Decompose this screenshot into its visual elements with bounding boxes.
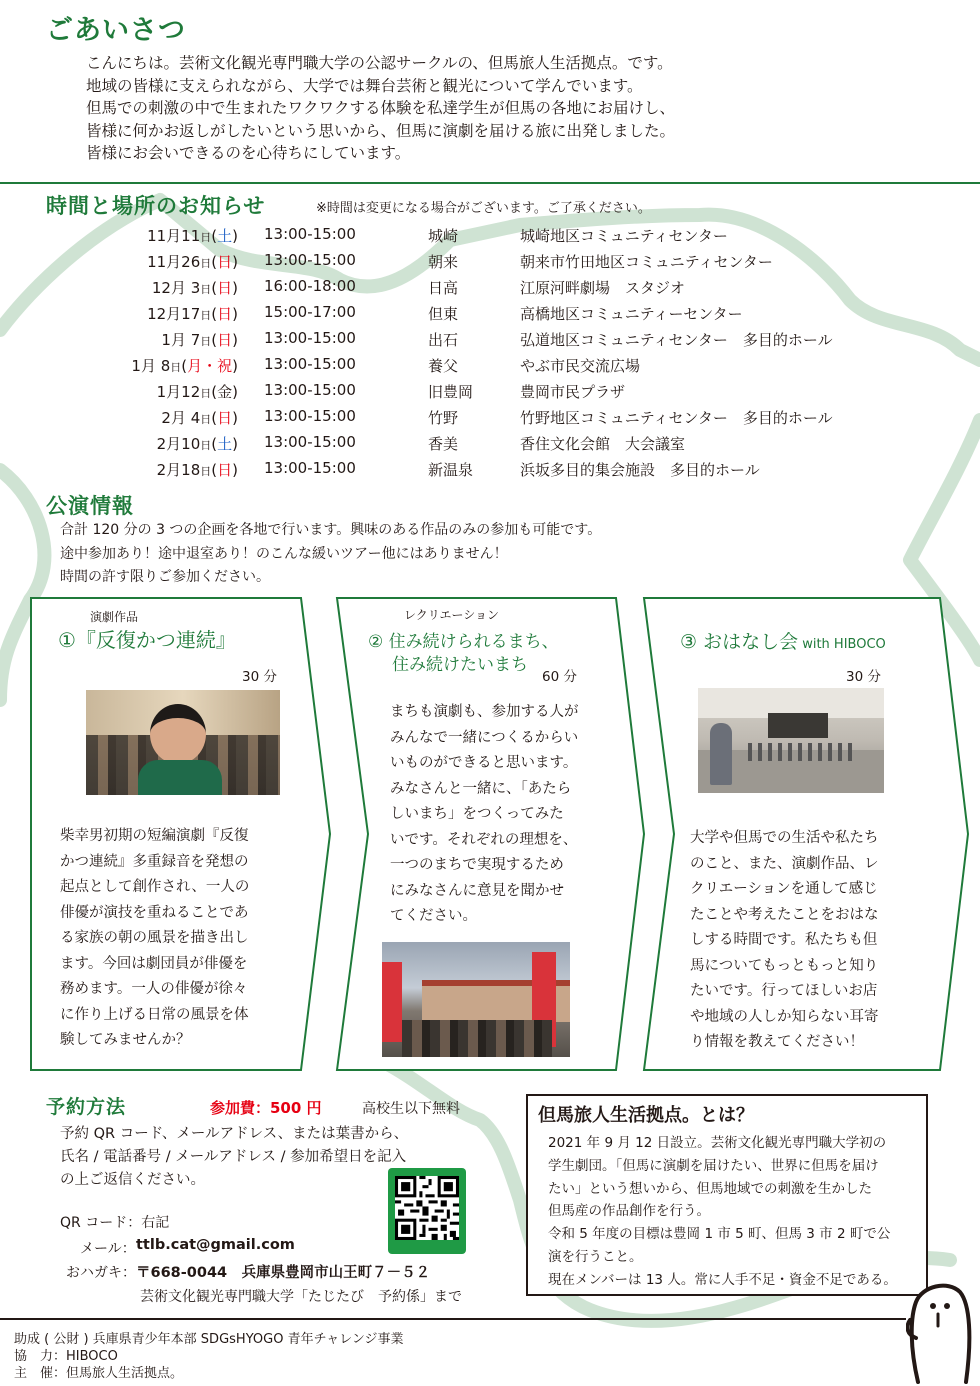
post-recipient: 芸術文化観光専門職大学「たじたび 予約係」まで [140, 1289, 462, 1305]
schedule-date-value: 12月 3 [151, 279, 201, 297]
schedule-paren-open: ( [211, 253, 218, 271]
credits [14, 1331, 404, 1382]
schedule-paren-close: ) [232, 253, 238, 271]
qr-code-icon [395, 1176, 459, 1240]
card-1-text [60, 824, 249, 1054]
card-text-line: クリエーションを通して感じ [690, 881, 878, 897]
reservation-text [60, 1123, 408, 1192]
schedule-date-value: 2月18 [156, 461, 201, 479]
card-text-line: に作り上げる日常の風景を体 [60, 1006, 249, 1023]
card-text-line: 一つのまちで実現するため [390, 857, 564, 873]
schedule-venue: 弘道地区コミュニティセンター 多目的ホール [520, 331, 833, 349]
schedule-area: 出石 [428, 331, 459, 349]
schedule-day-unit: 日 [170, 361, 182, 374]
card-3-photo [698, 688, 884, 793]
schedule-paren-close: ) [232, 305, 238, 323]
card-text-line: 馬についてもっともっと知り [690, 957, 879, 974]
schedule-weekday: 日 [217, 253, 233, 271]
card-text-line: てください。 [390, 908, 477, 924]
credit-line: 主 催：但馬旅人生活拠点。 [14, 1366, 184, 1381]
card-1-title: ①『反復かつ連続』 [58, 628, 236, 652]
credit-line: 協 力：HIBOCO [14, 1349, 118, 1364]
schedule-weekday: 日 [217, 305, 233, 323]
schedule-time: 15:00-17:00 [264, 303, 356, 321]
mascot-character-icon [906, 1278, 978, 1384]
performance-line: 合計 120 分の 3 つの企画を各地で行います。興味のある作品のみの参加も可能です。 [60, 522, 602, 538]
card-text-line: みんなで一緒につくるからい [390, 729, 579, 746]
card-text-line: にみなさんに意見を聞かせ [390, 882, 564, 899]
card-3-title-suffix: with HIBOCO [798, 637, 886, 652]
card-text-line: のこと、また、演劇作品、レ [690, 855, 879, 872]
schedule-venue: やぶ市民交流広場 [520, 357, 641, 375]
photo-person-head [150, 704, 206, 764]
greeting-line: こんにちは。芸術文化観光専門職大学の公認サークルの、但馬旅人生活拠点。です。 [86, 54, 673, 72]
schedule-area: 旧豊岡 [428, 383, 474, 401]
about-line: 学生劇団。「但馬に演劇を届けたい、世界に但馬を届け [548, 1157, 879, 1174]
schedule-time: 13:00-15:00 [264, 355, 356, 373]
schedule-weekday: 土 [217, 227, 233, 245]
schedule-paren-open: ( [211, 409, 218, 427]
schedule-venue: 江原河畔劇場 スタジオ [520, 279, 686, 297]
about-line: たい」という想いから、但馬地域での刺激を生かした [548, 1180, 872, 1197]
schedule-paren-open: ( [211, 227, 218, 245]
schedule-date-value: 11月11 [147, 227, 201, 245]
schedule-area: 新温泉 [428, 461, 474, 479]
photo-person-body [138, 760, 222, 795]
card-text-line: みなさんと一緒に、「あたら [390, 780, 572, 797]
schedule-paren-close: ) [232, 357, 238, 375]
about-line: 現在メンバーは 13 人。常に人手不足・資金不足である。 [548, 1271, 897, 1288]
schedule-venue: 香住文化会館 大会議室 [520, 435, 686, 453]
performance-line: 途中参加あり！途中退室あり！のこんな緩いツアー他にはありません！ [60, 545, 508, 562]
schedule-venue: 朝来市竹田地区コミュニティセンター [520, 253, 773, 271]
reservation-fee: 参加費：500 円 [210, 1099, 322, 1117]
schedule-paren-open: ( [211, 435, 218, 453]
schedule-paren-close: ) [232, 383, 238, 401]
schedule-date-value: 11月26 [147, 253, 201, 271]
schedule-date-value: 1月12 [156, 383, 201, 401]
schedule-time: 13:00-15:00 [264, 329, 356, 347]
schedule-venue: 豊岡市民プラザ [520, 383, 626, 401]
schedule-time: 16:00-18:00 [264, 277, 356, 295]
schedule-day-unit: 日 [200, 439, 212, 452]
reservation-title: 予約方法 [46, 1096, 127, 1118]
card-text-line: かつ連続』多重録音を発想の [60, 853, 249, 870]
reservation-line: 予約 QR コード、メールアドレス、または葉書から、 [60, 1126, 409, 1142]
card-text-line: 起点として創作され、一人の [60, 879, 250, 895]
card-1-category: 演劇作品 [90, 610, 139, 624]
card-text-line: いものができると思います。 [390, 755, 578, 771]
about-title: 但馬旅人生活拠点。とは？ [538, 1105, 754, 1126]
schedule-time: 13:00-15:00 [264, 459, 356, 477]
schedule-area: 養父 [428, 357, 459, 375]
post-address: 〒668-0044 兵庫県豊岡市山王町７－５２ [136, 1265, 431, 1281]
schedule-paren-close: ) [232, 435, 238, 453]
card-text-line: いです。それぞれの理想を、 [390, 831, 578, 848]
schedule-area: 城崎 [428, 227, 459, 245]
card-text-line: 大学や但馬での生活や私たち [690, 830, 879, 846]
schedule-date-value: 1月 8 [131, 357, 171, 375]
card-2-text [390, 700, 579, 930]
schedule-time: 13:00-15:00 [264, 225, 356, 243]
schedule-time: 13:00-15:00 [264, 251, 356, 269]
schedule-area: 日高 [428, 279, 459, 297]
card-3-duration: 30 分 [846, 669, 881, 685]
schedule-area: 朝来 [428, 253, 459, 271]
schedule-weekday: 月・祝 [187, 357, 233, 375]
mail-label: メール： [80, 1241, 136, 1257]
card-text-line: 柴幸男初期の短編演劇『反復 [60, 828, 249, 844]
card-1-duration: 30 分 [242, 669, 277, 685]
card-text-line: しいまち」をつくってみた [390, 806, 564, 822]
reservation-qr-code[interactable] [388, 1168, 466, 1254]
schedule-area: 竹野 [428, 409, 459, 427]
card-text-line: ます。今回は劇団員が俳優を [60, 955, 248, 972]
schedule-paren-open: ( [211, 331, 218, 349]
schedule-paren-open: ( [211, 461, 218, 479]
schedule-paren-open: ( [211, 383, 218, 401]
performance-title: 公演情報 [46, 494, 134, 518]
card-text-line: 験してみませんか？ [60, 1032, 191, 1048]
card-2-duration: 60 分 [542, 669, 577, 685]
schedule-weekday: 日 [217, 409, 233, 427]
footer-divider [0, 1318, 906, 1320]
performance-line: 時間の許す限りご参加ください。 [60, 569, 270, 585]
card-text-line: り情報を教えてください！ [690, 1034, 864, 1050]
photo-crowd [402, 1020, 552, 1057]
greeting-line: 地域の皆様に支えられながら、大学では舞台芸術と観光について学んでいます。 [86, 76, 643, 95]
greeting-line: 皆様にお会いできるのを心待ちにしています。 [86, 144, 411, 162]
schedule-date-value: 2月10 [156, 435, 201, 453]
about-text [548, 1132, 897, 1292]
card-2-photo [382, 942, 570, 1057]
photo-banner [382, 962, 402, 1042]
card-text-line: 俳優が演技を重ねることであ [60, 904, 249, 921]
schedule-note: ※時間は変更になる場合がございます。ご了承ください。 [316, 201, 651, 216]
schedule-paren-close: ) [232, 461, 238, 479]
photo-person [710, 723, 732, 785]
photo-screen [768, 713, 828, 738]
card-2-title: ② 住み続けられるまち、 [368, 632, 559, 652]
schedule-paren-open: ( [211, 305, 218, 323]
card-3-text [690, 826, 879, 1056]
schedule-weekday: 日 [217, 461, 233, 479]
schedule-weekday: 金 [217, 383, 233, 401]
schedule-paren-open: ( [211, 279, 218, 297]
schedule-day-unit: 日 [200, 309, 212, 322]
about-line: 但馬産の作品創作を行う。 [548, 1203, 710, 1220]
schedule-day-unit: 日 [200, 257, 212, 270]
schedule-time: 13:00-15:00 [264, 433, 356, 451]
card-3-title [680, 627, 886, 654]
schedule-venue: 竹野地区コミュニティセンター 多目的ホール [520, 409, 833, 427]
card-1-photo [86, 690, 280, 795]
credit-line: 助成 ( 公財 ) 兵庫県青少年本部 SDGsHYOGO 青年チャレンジ事業 [14, 1332, 404, 1347]
photo-chairs [748, 743, 858, 761]
schedule-venue: 浜坂多目的集会施設 多目的ホール [520, 461, 760, 479]
post-label: おハガキ： [66, 1265, 136, 1281]
schedule-area: 但東 [428, 305, 459, 323]
schedule-day-unit: 日 [200, 413, 212, 426]
schedule-paren-close: ) [232, 409, 238, 427]
about-line: 令和 5 年度の目標は豊岡 1 市 5 町、但馬 3 市 2 町で公 [548, 1226, 891, 1243]
schedule-paren-close: ) [232, 279, 238, 297]
schedule-title: 時間と場所のお知らせ [46, 194, 266, 218]
schedule-weekday: 日 [217, 279, 233, 297]
schedule-weekday: 日 [217, 331, 233, 349]
card-text-line: たことや考えたことをおはな [690, 906, 879, 923]
greeting-line: 但馬での刺激の中で生まれたワクワクする体験を私達学生が但馬の各地にお届けし、 [86, 99, 676, 117]
schedule-date-value: 1月 7 [161, 331, 201, 349]
qr-code-label: QR コード：右記 [60, 1215, 170, 1231]
card-text-line: る家族の朝の風景を描き出し [60, 930, 249, 946]
schedule-paren-close: ) [232, 331, 238, 349]
about-line: 演を行うこと。 [548, 1248, 643, 1265]
schedule-paren-close: ) [232, 227, 238, 245]
schedule-weekday: 土 [217, 435, 233, 453]
reservation-free: 高校生以下無料 [362, 1101, 460, 1117]
schedule-venue: 高橋地区コミュニティーセンター [520, 305, 743, 323]
schedule-date-value: 12月17 [147, 305, 201, 323]
schedule-paren-open: ( [181, 357, 188, 375]
card-text-line: たいです。行ってほしいお店 [690, 983, 878, 999]
card-3-title-main: ③ おはなし会 [680, 631, 799, 653]
card-2-title-line2: 住み続けたいまち [392, 655, 528, 675]
card-text-line: まちも演劇も、参加する人が [390, 704, 579, 720]
card-text-line: しする時間です。私たちも但 [690, 932, 878, 948]
card-text-line: や地域の人しか知らない耳寄 [690, 1008, 879, 1025]
mail-address-link[interactable]: ttlb.cat@gmail.com [136, 1237, 295, 1253]
schedule-area: 香美 [428, 435, 459, 453]
schedule-day-unit: 日 [200, 283, 212, 296]
schedule-time: 13:00-15:00 [264, 381, 356, 399]
schedule-day-unit: 日 [200, 231, 212, 244]
schedule-day-unit: 日 [200, 335, 212, 348]
schedule-venue: 城崎地区コミュニティセンター [520, 227, 728, 245]
reservation-line: 氏名 / 電話番号 / メールアドレス / 参加希望日を記入 [60, 1149, 407, 1165]
about-line: 2021 年 9 月 12 日設立。芸術文化観光専門職大学初の [548, 1135, 887, 1151]
greeting-line: 皆様に何かお返しがしたいという思いから、但馬に演劇を届ける旅に出発しました。 [86, 121, 676, 140]
schedule-day-unit: 日 [200, 465, 212, 478]
schedule-date-value: 2月 4 [161, 409, 201, 427]
schedule-day-unit: 日 [200, 387, 212, 400]
greeting-title: ごあいさつ [46, 15, 186, 46]
schedule-time: 13:00-15:00 [264, 407, 356, 425]
card-text-line: 務めます。一人の俳優が徐々 [60, 981, 248, 997]
card-2-category: レクリエーション [404, 608, 500, 622]
reservation-line: の上ご返信ください。 [60, 1172, 205, 1188]
